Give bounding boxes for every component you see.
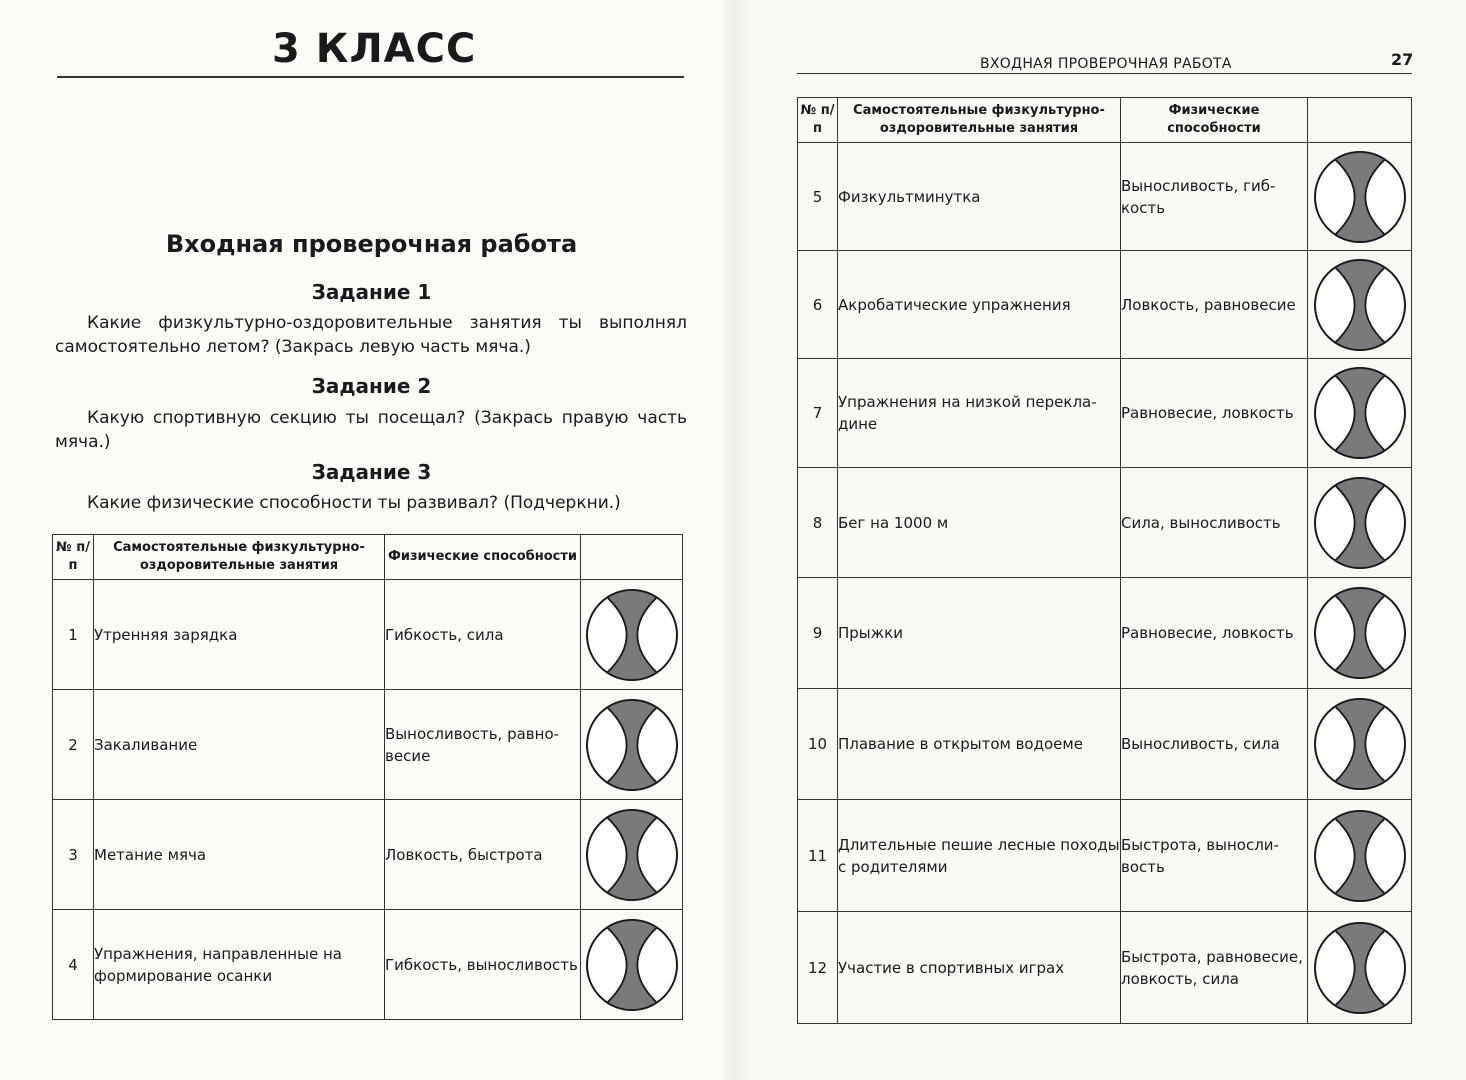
row-number: 6	[798, 251, 838, 359]
header-num: № п/п	[798, 98, 838, 143]
ball-icon[interactable]	[1312, 696, 1408, 792]
row-activity: Прыжки	[838, 578, 1121, 689]
row-number: 7	[798, 359, 838, 468]
row-activity: Участие в спортивных играх	[838, 912, 1121, 1024]
ball-icon[interactable]	[1312, 920, 1408, 1016]
row-number: 11	[798, 800, 838, 912]
row-activity: Физкультминутка	[838, 143, 1121, 251]
row-activity: Упражнения, направленные на формирование осанки	[94, 910, 385, 1020]
header-abilities: Физические способности	[385, 535, 581, 580]
table-row	[798, 578, 1412, 689]
row-number: 2	[53, 690, 94, 800]
row-number: 1	[53, 580, 94, 690]
page-number: 27	[1391, 50, 1414, 69]
table-row	[798, 251, 1412, 359]
table-row	[798, 359, 1412, 468]
row-abilities[interactable]: Равновесие, ловкость	[1121, 578, 1308, 689]
task-3-title: Задание 3	[311, 460, 432, 484]
work-title: Входная проверочная работа	[165, 230, 578, 258]
row-activity: Закаливание	[94, 690, 385, 800]
row-activity: Бег на 1000 м	[838, 468, 1121, 578]
row-abilities[interactable]: Быстрота, выносливость	[1121, 800, 1308, 912]
table-header-row	[798, 98, 1412, 143]
table-row	[798, 143, 1412, 251]
row-number: 3	[53, 800, 94, 910]
row-activity: Плавание в открытом водоеме	[838, 689, 1121, 800]
table-row	[53, 580, 683, 690]
ball-cell[interactable]	[1308, 800, 1412, 912]
row-activity: Акробатические упражнения	[838, 251, 1121, 359]
ball-cell[interactable]	[581, 690, 683, 800]
activities-table-left	[52, 534, 683, 1020]
ball-cell[interactable]	[1308, 143, 1412, 251]
header-activity: Самостоятельные физкультурно-оздоровительные занятия	[838, 98, 1121, 143]
ball-icon[interactable]	[1312, 257, 1408, 353]
ball-icon[interactable]	[1312, 808, 1408, 904]
ball-cell[interactable]	[581, 910, 683, 1020]
row-abilities[interactable]: Гибкость, выносливость	[385, 910, 581, 1020]
row-number: 5	[798, 143, 838, 251]
header-ball	[1308, 98, 1412, 143]
row-number: 10	[798, 689, 838, 800]
header-rule-right	[797, 73, 1412, 74]
ball-icon[interactable]	[1312, 149, 1408, 245]
row-activity: Упражнения на низкой перекладине	[838, 359, 1121, 468]
row-abilities[interactable]: Гибкость, сила	[385, 580, 581, 690]
row-number: 9	[798, 578, 838, 689]
task-3-text: Какие физические способности ты развивал? (Подчеркни.)	[87, 493, 621, 513]
header-num: № п/п	[53, 535, 94, 580]
table-row	[53, 800, 683, 910]
ball-cell[interactable]	[1308, 359, 1412, 468]
row-abilities[interactable]: Быстрота, равновесие, ловкость, сила	[1121, 912, 1308, 1024]
table-row	[798, 689, 1412, 800]
ball-cell[interactable]	[1308, 689, 1412, 800]
header-abilities: Физические способности	[1121, 98, 1308, 143]
task-1-title: Задание 1	[311, 280, 432, 304]
row-abilities[interactable]: Сила, выносливость	[1121, 468, 1308, 578]
row-abilities[interactable]: Выносливость, сила	[1121, 689, 1308, 800]
row-abilities[interactable]: Равновесие, ловкость	[1121, 359, 1308, 468]
row-activity: Метание мяча	[94, 800, 385, 910]
ball-icon[interactable]	[584, 917, 680, 1013]
activities-table-right	[797, 97, 1412, 1024]
row-abilities[interactable]: Выносливость, гибкость	[1121, 143, 1308, 251]
table-row	[53, 910, 683, 1020]
row-number: 4	[53, 910, 94, 1020]
row-activity: Утренняя зарядка	[94, 580, 385, 690]
ball-icon[interactable]	[584, 807, 680, 903]
table-row	[53, 690, 683, 800]
ball-cell[interactable]	[581, 580, 683, 690]
ball-cell[interactable]	[581, 800, 683, 910]
ball-icon[interactable]	[584, 697, 680, 793]
task-2-text: Какую спортивную секцию ты посещал? (Закрась правую часть мяча.)	[55, 408, 687, 452]
header-ball	[581, 535, 683, 580]
ball-icon[interactable]	[1312, 585, 1408, 681]
row-number: 12	[798, 912, 838, 1024]
ball-icon[interactable]	[1312, 475, 1408, 571]
task-2-title: Задание 2	[311, 374, 432, 398]
header-activity: Самостоятельные физкультурно-оздоровительные занятия	[94, 535, 385, 580]
ball-icon[interactable]	[1312, 365, 1408, 461]
row-activity: Длительные пешие лесные походы с родителями	[838, 800, 1121, 912]
ball-cell[interactable]	[1308, 912, 1412, 1024]
row-number: 8	[798, 468, 838, 578]
row-abilities[interactable]: Ловкость, быстрота	[385, 800, 581, 910]
row-abilities[interactable]: Ловкость, равновесие	[1121, 251, 1308, 359]
task-1-text: Какие физкультурно-оздоровительные занятия ты выполнял самостоятельно летом? (Закрась левую часть мяча.)	[55, 313, 687, 357]
row-abilities[interactable]: Выносливость, равновесие	[385, 690, 581, 800]
ball-icon[interactable]	[584, 587, 680, 683]
ball-cell[interactable]	[1308, 251, 1412, 359]
table-row	[798, 468, 1412, 578]
table-row	[798, 912, 1412, 1024]
running-head: ВХОДНАЯ ПРОВЕРОЧНАЯ РАБОТА	[980, 56, 1232, 72]
book-gutter	[718, 0, 748, 1080]
table-row	[798, 800, 1412, 912]
ball-cell[interactable]	[1308, 578, 1412, 689]
table-header-row	[53, 535, 683, 580]
header-rule	[57, 76, 684, 78]
ball-cell[interactable]	[1308, 468, 1412, 578]
grade-title: 3 КЛАСС	[272, 26, 477, 72]
